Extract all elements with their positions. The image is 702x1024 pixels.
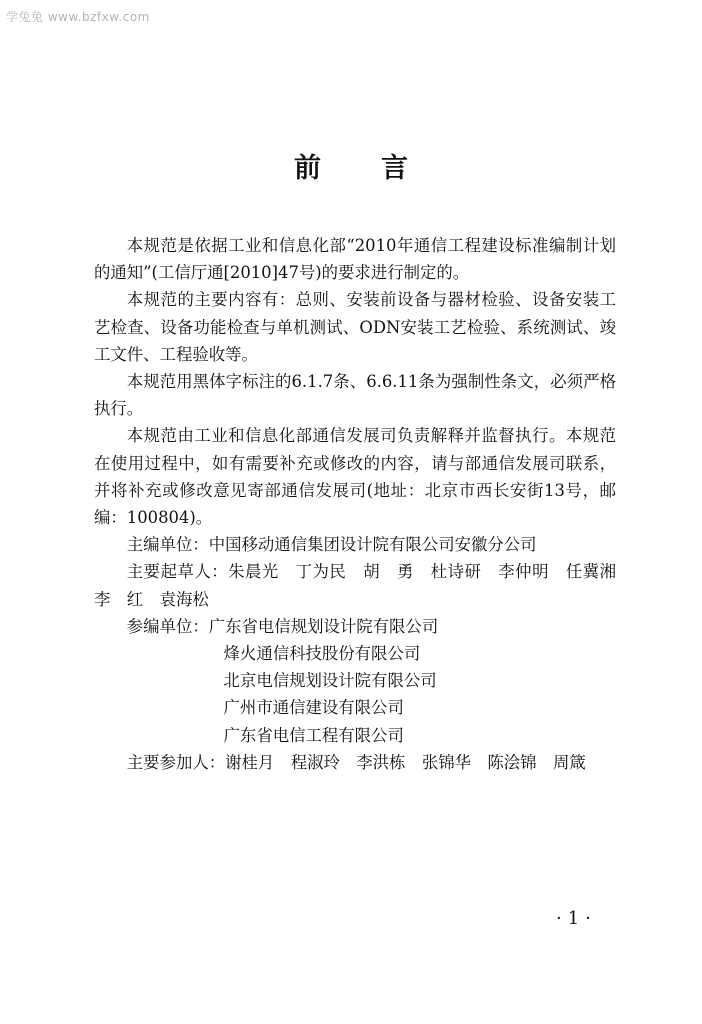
document-body [94, 232, 633, 776]
participating-unit: 北京电信规划设计院有限公司 [223, 671, 437, 691]
chief-editor-unit: 主编单位：中国移动通信集团设计院有限公司安徽分公司 [126, 535, 537, 555]
main-drafters: 主要起草人：朱晨光 丁为民 胡 勇 杜诗研 李仲明 任冀湘 李 红 袁海松 [94, 562, 633, 609]
participating-unit: 广州市通信建设有限公司 [223, 698, 404, 718]
paragraph-administration: 本规范由工业和信息化部通信发展司负责解释并监督执行。本规范在使用过程中，如有需要补充或修改的内容，请与部通信发展司联系，并将补充或修改意见寄部通信发展司(地址：北京市西长安街13号，邮编：100804)。 [94, 426, 616, 528]
participating-unit: 烽火通信科技股份有限公司 [223, 644, 421, 664]
watermark: 学兔兔 www.bzfxw.com [6, 10, 150, 24]
paragraph-basis: 本规范是依据工业和信息化部“2010年通信工程建设标准编制计划的通知”(工信厅通[2010]47号)的要求进行制定的。 [94, 236, 616, 283]
participating-unit: 广东省电信工程有限公司 [223, 725, 404, 745]
main-participants: 主要参加人：谢桂月 程淑玲 李洪栋 张锦华 陈浍锦 周箴 [126, 752, 586, 772]
paragraph-mandatory: 本规范用黑体字标注的6.1.7条、6.6.11条为强制性条文，必须严格执行。 [94, 372, 616, 419]
page-title: 前言 [294, 153, 468, 184]
page-number: ·1· [556, 908, 597, 929]
participating-unit-first: 参编单位：广东省电信规划设计院有限公司 [126, 616, 439, 636]
paragraph-contents: 本规范的主要内容有：总则、安装前设备与器材检验、设备安装工艺检查、设备功能检查与单机测试、ODN安装工艺检验、系统测试、竣工文件、工程验收等。 [94, 290, 616, 364]
